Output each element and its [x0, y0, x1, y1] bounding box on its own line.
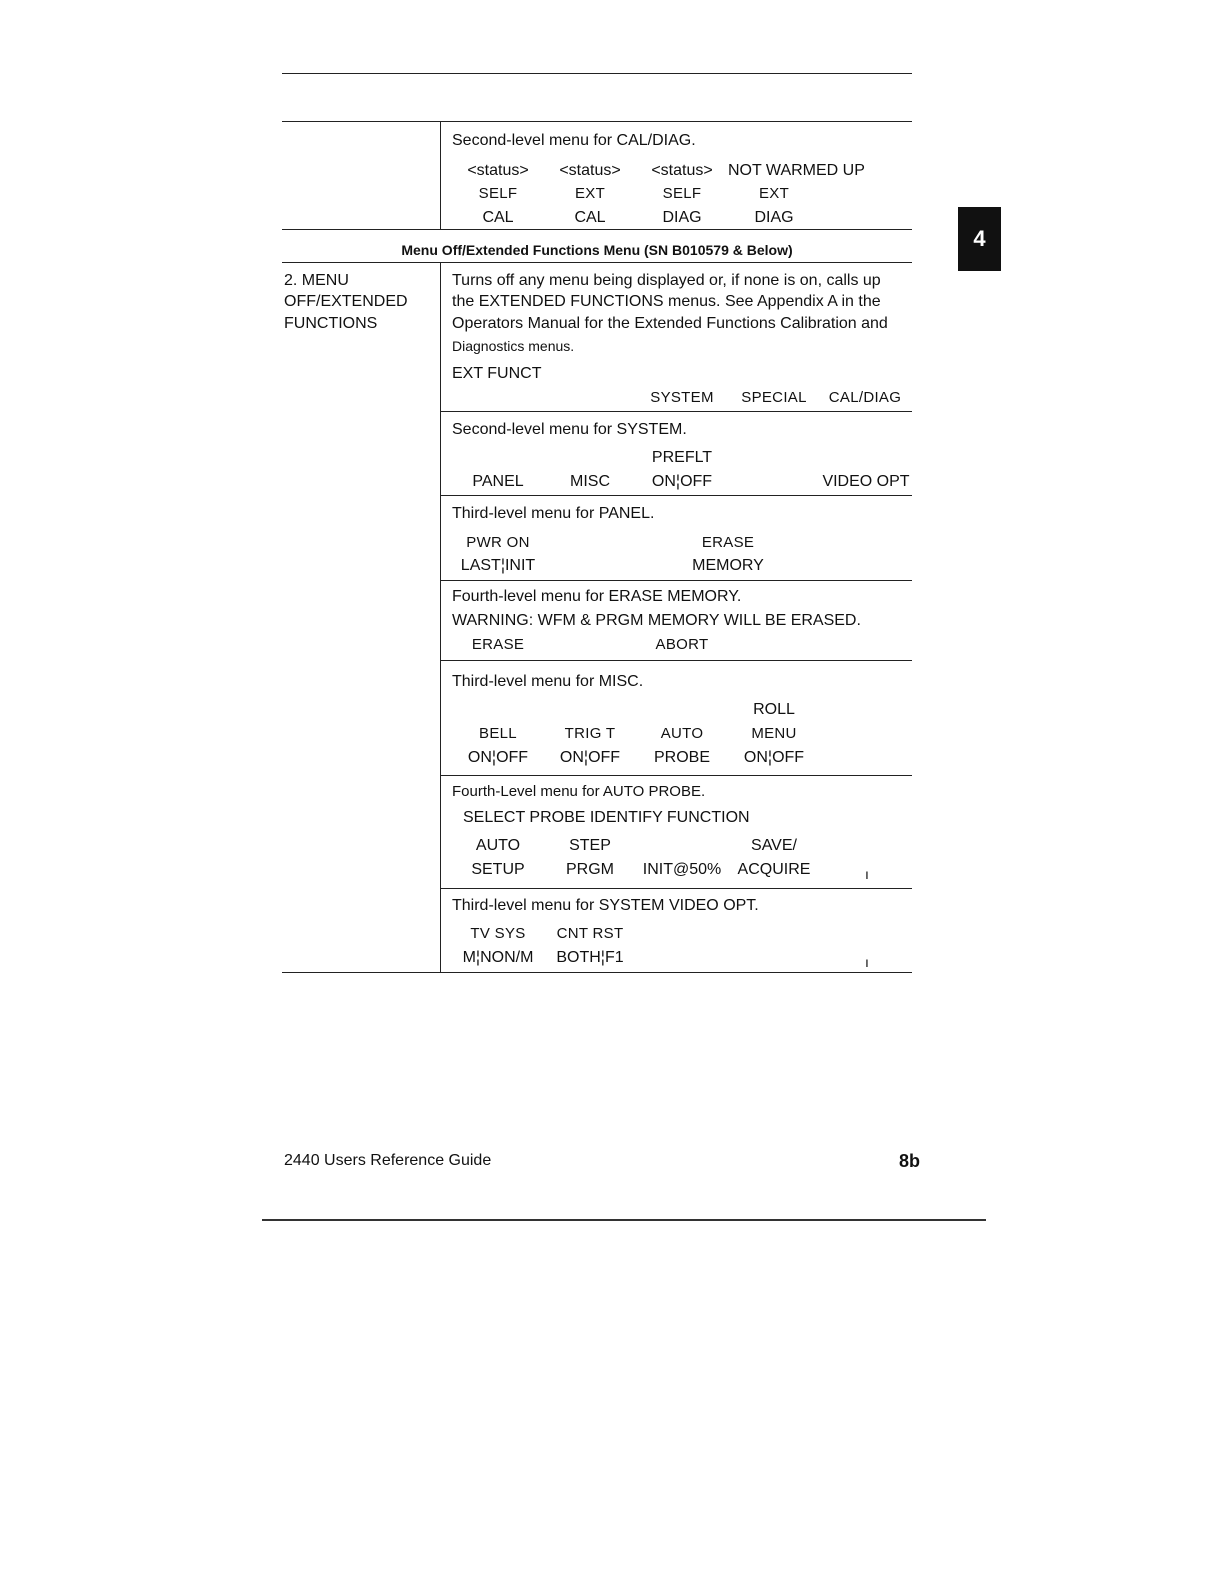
- status-2: <status>: [559, 162, 621, 179]
- softkey-label: BELL: [479, 725, 517, 742]
- top-rule: [282, 73, 912, 74]
- softkey-caldiag: CAL/DIAG: [828, 389, 902, 406]
- softkey-label: TRIG T: [564, 725, 616, 742]
- col-divider-lower: [440, 262, 441, 972]
- rule: [440, 888, 912, 889]
- softkey-label: TV SYS: [470, 925, 526, 942]
- status-1: <status>: [467, 162, 529, 179]
- softkey-label: INIT@50%: [642, 861, 722, 878]
- rule: [282, 229, 912, 230]
- softkey-preflt: ON¦OFF: [651, 473, 713, 490]
- footer-rule: [262, 1219, 986, 1221]
- softkey-abort: ABORT: [655, 636, 709, 653]
- item-label-line: FUNCTIONS: [284, 315, 378, 332]
- softkey-label: SAVE/: [751, 837, 797, 854]
- section-heading: Menu Off/Extended Functions Menu (SN B010579 & Below): [401, 242, 793, 258]
- rule: [282, 262, 912, 263]
- softkey-label: PROBE: [653, 749, 711, 766]
- section-tab: 4: [958, 207, 1001, 271]
- softkey-label: CNT RST: [556, 925, 624, 942]
- panel-desc: Third-level menu for PANEL.: [452, 505, 655, 522]
- softkey-label: ROLL: [753, 701, 795, 718]
- softkey-label: LAST¦INIT: [460, 557, 536, 574]
- softkey-label: M¦NON/M: [462, 949, 534, 966]
- softkey-label: CAL: [482, 209, 514, 226]
- ext-funct-title: EXT FUNCT: [452, 365, 542, 382]
- softkey-label: ON¦OFF: [743, 749, 805, 766]
- softkey-label: SELF: [662, 185, 702, 202]
- softkey-label: MENU: [751, 725, 797, 742]
- softkey-label: ERASE: [701, 534, 755, 551]
- softkey-label: PRGM: [566, 861, 614, 878]
- softkey-label: ON¦OFF: [467, 749, 529, 766]
- rule: [440, 660, 912, 661]
- col-divider-upper: [440, 121, 441, 229]
- video-desc: Third-level menu for SYSTEM VIDEO OPT.: [452, 897, 759, 914]
- item-label-line: OFF/EXTENDED: [284, 293, 408, 310]
- item-desc-line: the EXTENDED FUNCTIONS menus. See Appendix A in the: [452, 293, 881, 310]
- softkey-label: PREFLT: [651, 449, 713, 466]
- softkey-system: SYSTEM: [650, 389, 714, 406]
- erase-desc: Fourth-level menu for ERASE MEMORY.: [452, 588, 742, 605]
- softkey-label: CAL: [574, 209, 606, 226]
- autoprobe-title: SELECT PROBE IDENTIFY FUNCTION: [463, 809, 750, 826]
- rule: [440, 580, 912, 581]
- system-desc: Second-level menu for SYSTEM.: [452, 421, 687, 438]
- softkey-label: EXT: [574, 185, 606, 202]
- softkey-special: SPECIAL: [741, 389, 807, 406]
- misc-desc: Third-level menu for MISC.: [452, 673, 644, 690]
- item-desc-line: Operators Manual for the Extended Functions Calibration and: [452, 315, 888, 332]
- rule: [440, 775, 912, 776]
- footer-title: 2440 Users Reference Guide: [284, 1152, 492, 1169]
- rule: [440, 411, 912, 412]
- rule: [440, 495, 912, 496]
- softkey-label: ACQUIRE: [737, 861, 811, 878]
- change-mark: ı: [865, 866, 869, 882]
- table-top-rule: [282, 121, 912, 122]
- softkey-label: ON¦OFF: [559, 749, 621, 766]
- softkey-label: STEP: [569, 837, 611, 854]
- softkey-label: AUTO: [660, 725, 704, 742]
- item-desc-line: Diagnostics menus.: [452, 338, 575, 354]
- not-warmed-up: NOT WARMED UP: [728, 162, 865, 179]
- softkey-misc: MISC: [570, 473, 610, 490]
- item-desc-line: Turns off any menu being displayed or, if none is on, calls up: [452, 272, 881, 289]
- softkey-label: PWR ON: [466, 534, 530, 551]
- softkey-label: SELF: [478, 185, 518, 202]
- caldiag-desc: Second-level menu for CAL/DIAG.: [452, 132, 696, 149]
- softkey-video-opt: VIDEO OPT: [822, 473, 910, 490]
- softkey-panel: PANEL: [472, 473, 524, 490]
- softkey-label: EXT: [758, 185, 790, 202]
- change-mark: ı: [865, 954, 869, 970]
- autoprobe-desc: Fourth-Level menu for AUTO PROBE.: [452, 783, 706, 800]
- softkey-label: MEMORY: [692, 557, 764, 574]
- softkey-erase: ERASE: [471, 636, 525, 653]
- page-number: 8b: [899, 1151, 921, 1171]
- softkey-label: AUTO: [475, 837, 521, 854]
- status-3: <status>: [651, 162, 713, 179]
- softkey-label: DIAG: [662, 209, 702, 226]
- table-bottom-rule: [282, 972, 912, 973]
- item-label-line: 2. MENU: [284, 272, 349, 289]
- softkey-label: SETUP: [471, 861, 525, 878]
- erase-warning: WARNING: WFM & PRGM MEMORY WILL BE ERASED.: [452, 612, 861, 629]
- softkey-label: BOTH¦F1: [556, 949, 624, 966]
- softkey-label: DIAG: [754, 209, 794, 226]
